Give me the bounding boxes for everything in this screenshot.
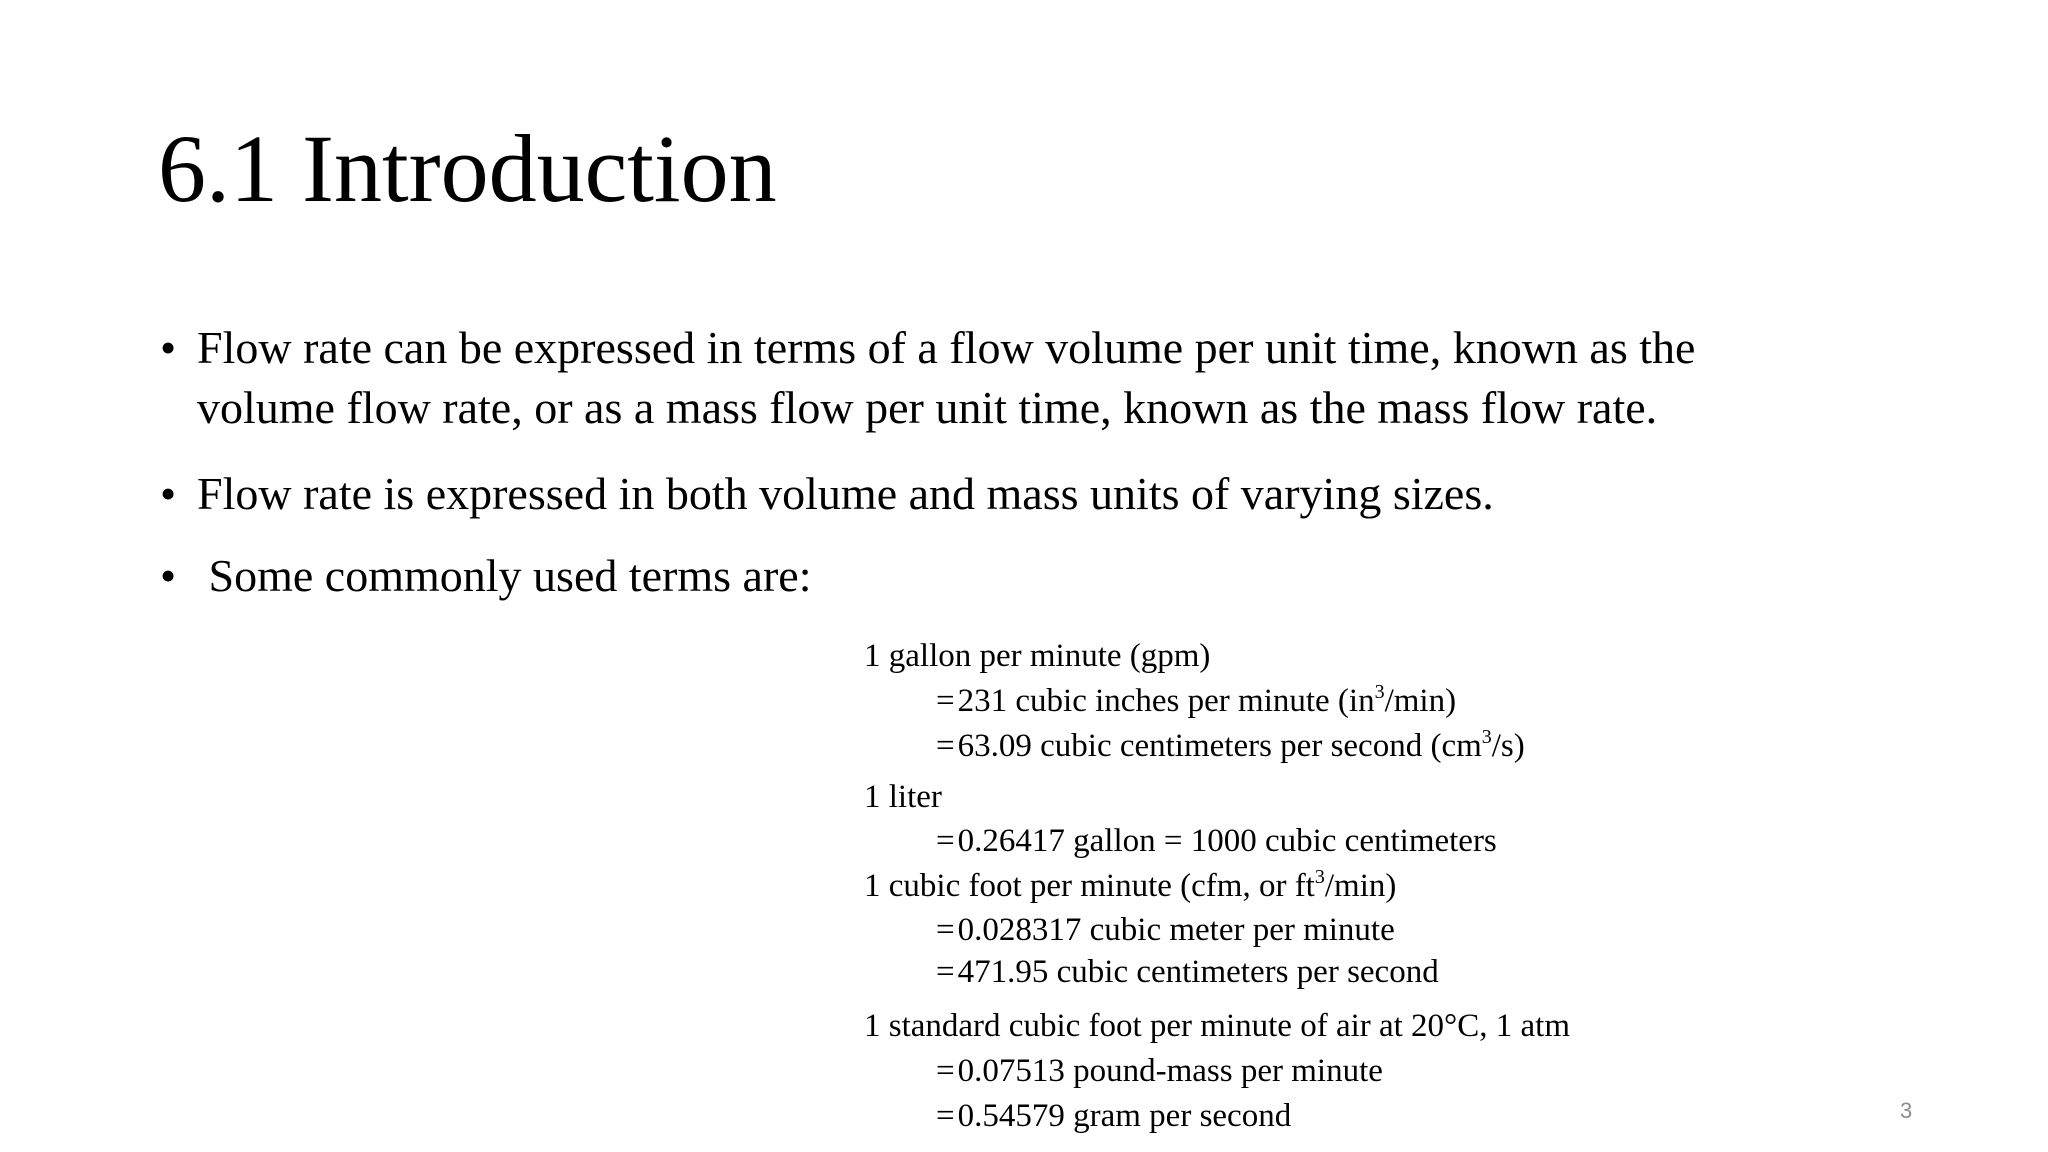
- equals-sign: =: [936, 823, 955, 859]
- conversion-unit-cfm: [864, 867, 1396, 905]
- bullet-icon: •: [160, 550, 177, 601]
- equals-sign: =: [936, 912, 955, 948]
- bullet-icon: •: [160, 468, 177, 519]
- equals-sign: =: [936, 954, 955, 990]
- equals-sign: =: [936, 1098, 955, 1134]
- equivalent-value: 63.09 cubic centimeters per second (cm: [957, 728, 1482, 764]
- conversion-equivalent: [936, 727, 1525, 765]
- bullet-3-line-1: Some commonly used terms are:: [197, 550, 812, 601]
- conversion-equivalent: [936, 822, 1497, 860]
- superscript: 3: [1374, 681, 1385, 703]
- conversion-unit-scfm: 1 standard cubic foot per minute of air at 20°C, 1 atm: [864, 1008, 1571, 1044]
- equivalent-value: 0.26417 gallon = 1000 cubic centimeters: [957, 823, 1497, 859]
- bullet-icon: •: [160, 322, 177, 373]
- page-number: 3: [1900, 1098, 1913, 1123]
- superscript: 3: [1481, 726, 1492, 748]
- equals-sign: =: [936, 683, 955, 719]
- equivalent-value: 471.95 cubic centimeters per second: [957, 954, 1439, 990]
- conversion-unit-gpm: 1 gallon per minute (gpm): [864, 638, 1211, 674]
- unit-label: 1 cubic foot per minute (cfm, or ft: [864, 868, 1315, 904]
- conversion-equivalent: [936, 953, 1439, 991]
- conversion-equivalent: [936, 1097, 1291, 1135]
- conversion-equivalent: [936, 682, 1456, 720]
- equivalent-value: 231 cubic inches per minute (in: [957, 683, 1375, 719]
- conversion-unit-liter: 1 liter: [864, 779, 942, 815]
- slide-title: 6.1 Introduction: [158, 115, 777, 222]
- equivalent-value: 0.028317 cubic meter per minute: [957, 912, 1395, 948]
- equivalent-value: 0.54579 gram per second: [957, 1098, 1292, 1134]
- equals-sign: =: [936, 728, 955, 764]
- bullet-2-line-1: Flow rate is expressed in both volume and mass units of varying sizes.: [197, 468, 1494, 519]
- superscript: 3: [1314, 866, 1325, 888]
- unit-label-tail: /min): [1324, 868, 1397, 904]
- equivalent-unit-tail: /s): [1491, 728, 1525, 764]
- equals-sign: =: [936, 1053, 955, 1089]
- conversion-equivalent: [936, 1052, 1383, 1090]
- equivalent-value: 0.07513 pound-mass per minute: [957, 1053, 1383, 1089]
- equivalent-unit-tail: /min): [1384, 683, 1457, 719]
- conversion-equivalent: [936, 911, 1395, 949]
- bullet-1-line-1: Flow rate can be expressed in terms of a flow volume per unit time, known as the: [197, 322, 1696, 373]
- bullet-1-line-2: volume flow rate, or as a mass flow per unit time, known as the mass flow rate.: [197, 382, 1658, 433]
